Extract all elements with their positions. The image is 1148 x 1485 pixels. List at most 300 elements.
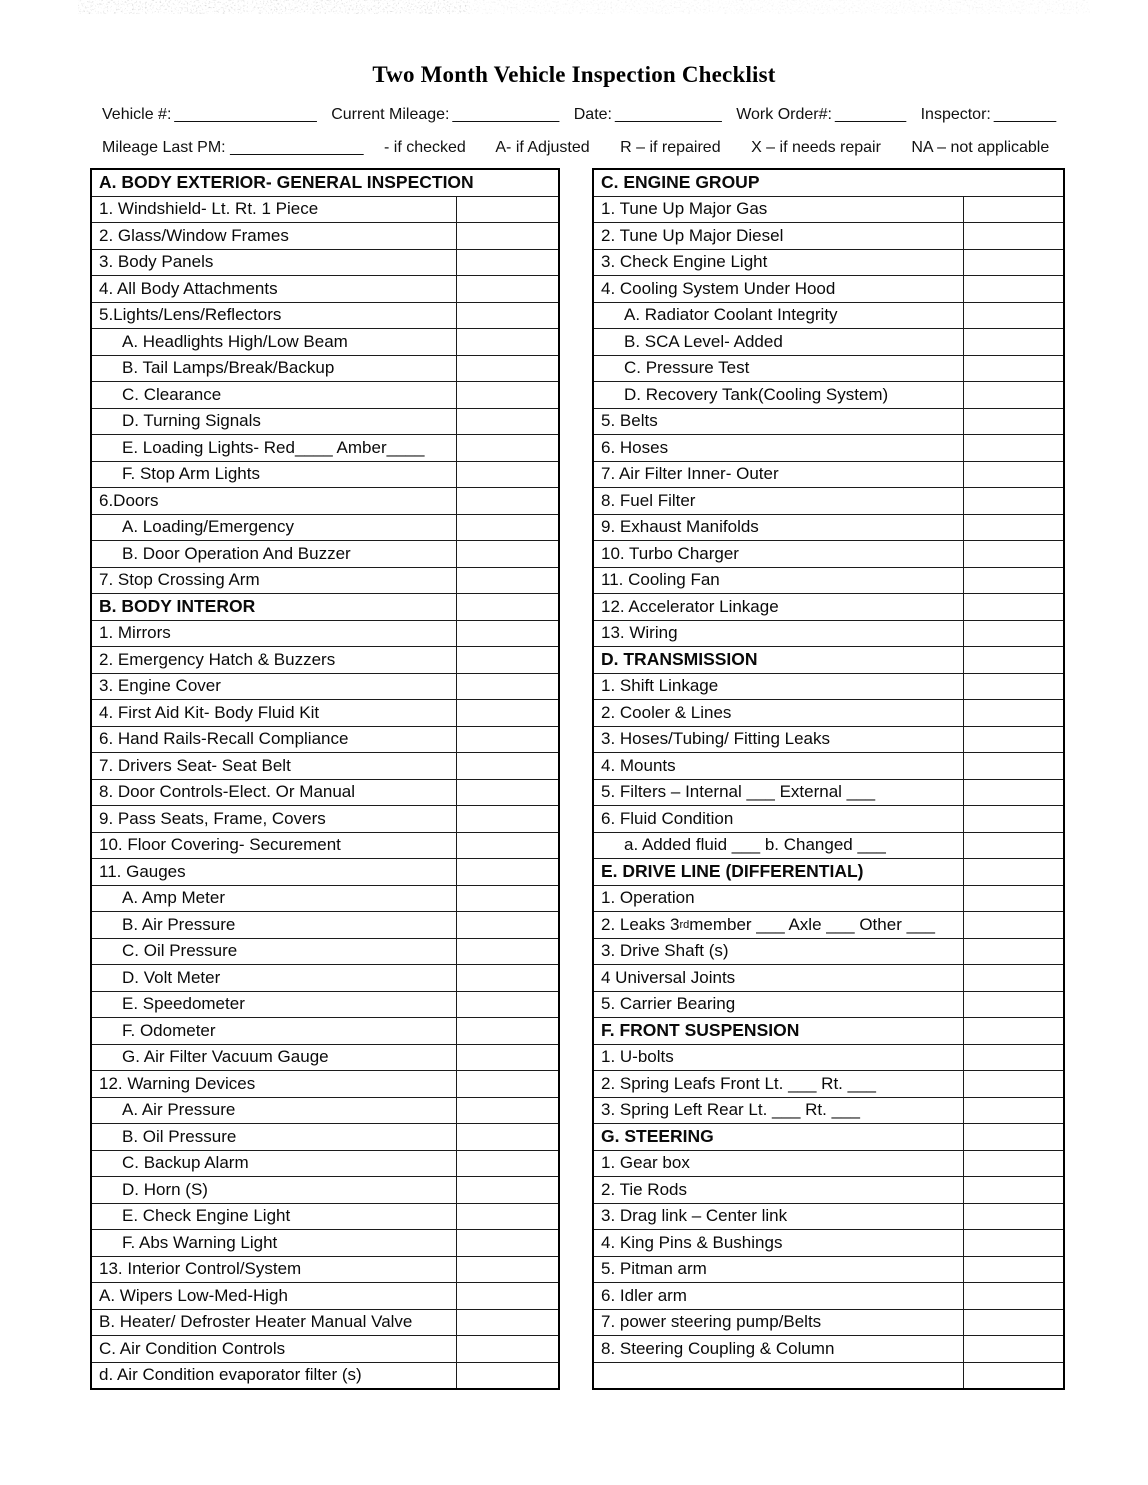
legend-adjusted: A- if Adjusted xyxy=(495,139,590,156)
legend-line xyxy=(102,139,1049,157)
checklist-row xyxy=(594,302,1063,329)
checklist-row xyxy=(92,381,558,408)
header-fields-line xyxy=(102,106,1066,124)
status-cell xyxy=(963,409,1063,435)
status-cell xyxy=(456,409,558,435)
checklist-row xyxy=(92,434,558,461)
row-label: 7. power steering pump/Belts xyxy=(601,1312,822,1332)
inspector-blank: _______ xyxy=(993,106,1057,123)
row-label: 3. Hoses/Tubing/ Fitting Leaks xyxy=(601,729,830,749)
status-cell xyxy=(456,223,558,249)
status-cell xyxy=(456,1283,558,1309)
legend-needs-repair: X – if needs repair xyxy=(751,139,881,156)
status-cell xyxy=(963,1257,1063,1283)
checklist-row xyxy=(594,434,1063,461)
row-label: E. Speedometer xyxy=(122,994,245,1014)
checklist-row xyxy=(92,222,558,249)
row-label: 2. Leaks 3 rd member ___ Axle ___ Other ___ xyxy=(601,914,935,934)
row-label: C. Clearance xyxy=(122,384,222,404)
mileage-last-pm-label: Mileage Last PM: xyxy=(102,139,226,156)
row-label: 5. Filters – Internal ___ External ___ xyxy=(601,782,876,802)
checklist-row xyxy=(92,540,558,567)
checklist-row xyxy=(92,567,558,594)
status-cell xyxy=(456,1045,558,1071)
status-cell xyxy=(456,1018,558,1044)
row-label: E. Check Engine Light xyxy=(122,1206,291,1226)
status-cell xyxy=(456,462,558,488)
status-cell xyxy=(963,515,1063,541)
section-header-label: A. BODY EXTERIOR- GENERAL INSPECTION xyxy=(99,172,474,193)
checklist-row xyxy=(92,275,558,302)
row-label: D. Volt Meter xyxy=(122,967,221,987)
checklist-row xyxy=(92,991,558,1018)
status-cell xyxy=(963,276,1063,302)
checklist-row xyxy=(594,832,1063,859)
status-cell xyxy=(456,647,558,673)
row-label: A. Wipers Low-Med-High xyxy=(99,1285,288,1305)
checklist-row xyxy=(594,1044,1063,1071)
legend-not-applicable: NA – not applicable xyxy=(911,139,1050,156)
row-label: 4 Universal Joints xyxy=(601,967,736,987)
row-label: 3. Drag link – Center link xyxy=(601,1206,788,1226)
section-header-label: F. FRONT SUSPENSION xyxy=(601,1020,800,1041)
date-blank: ____________ xyxy=(614,106,722,123)
row-label: F. Odometer xyxy=(122,1020,216,1040)
row-label: 1. U-bolts xyxy=(601,1047,674,1067)
row-label: 3. Check Engine Light xyxy=(601,252,768,272)
checklist-row xyxy=(594,673,1063,700)
row-label: 1. Windshield- Lt. Rt. 1 Piece xyxy=(99,199,319,219)
checklist-row xyxy=(594,328,1063,355)
row-label: B. Heater/ Defroster Heater Manual Valve xyxy=(99,1312,413,1332)
status-cell xyxy=(963,541,1063,567)
status-cell xyxy=(456,780,558,806)
row-label: 7. Air Filter Inner- Outer xyxy=(601,464,779,484)
checklist-row xyxy=(92,408,558,435)
row-label: B. Oil Pressure xyxy=(122,1126,237,1146)
checklist-row xyxy=(92,832,558,859)
status-cell xyxy=(963,1204,1063,1230)
status-cell xyxy=(456,912,558,938)
row-label: E. Loading Lights- Red____ Amber____ xyxy=(122,437,425,457)
checklist-row xyxy=(594,1309,1063,1336)
row-label: 1. Mirrors xyxy=(99,623,171,643)
row-label: C. Pressure Test xyxy=(624,358,750,378)
vehicle-number-label: Vehicle #: xyxy=(102,106,172,123)
status-cell xyxy=(963,382,1063,408)
status-cell xyxy=(456,1071,558,1097)
section-header-label: C. ENGINE GROUP xyxy=(601,172,760,193)
status-cell xyxy=(456,753,558,779)
row-label: 6. Hoses xyxy=(601,437,669,457)
row-label: 5. Carrier Bearing xyxy=(601,994,736,1014)
status-cell xyxy=(963,1045,1063,1071)
row-label xyxy=(594,1363,963,1389)
status-cell xyxy=(963,886,1063,912)
status-cell xyxy=(963,1283,1063,1309)
row-label: C. Backup Alarm xyxy=(122,1153,249,1173)
section-header-label: E. DRIVE LINE (DIFFERENTIAL) xyxy=(601,861,864,882)
row-label: 1. Gear box xyxy=(601,1153,690,1173)
checklist-row xyxy=(594,620,1063,647)
checklist-row xyxy=(594,170,1063,196)
row-label: A. Headlights High/Low Beam xyxy=(122,331,348,351)
status-cell xyxy=(456,1336,558,1362)
checklist-row xyxy=(594,1229,1063,1256)
checklist-row xyxy=(92,964,558,991)
checklist-row xyxy=(594,1362,1063,1389)
checklist-row xyxy=(92,779,558,806)
checklist-row xyxy=(594,567,1063,594)
status-cell xyxy=(456,833,558,859)
row-label: B. Tail Lamps/Break/Backup xyxy=(122,358,335,378)
row-label: 4. First Aid Kit- Body Fluid Kit xyxy=(99,702,320,722)
checklist-row xyxy=(92,1097,558,1124)
row-label: 5. Pitman arm xyxy=(601,1259,707,1279)
status-cell xyxy=(963,1124,1063,1150)
mileage-last-pm-field xyxy=(102,139,364,156)
status-cell xyxy=(963,647,1063,673)
work-order-blank: ________ xyxy=(834,106,907,123)
status-cell xyxy=(963,727,1063,753)
row-label: 2. Spring Leafs Front Lt. ___ Rt. ___ xyxy=(601,1073,876,1093)
scan-noise-artifact xyxy=(78,0,1090,14)
row-label: B. Air Pressure xyxy=(122,914,236,934)
row-label: 4. Mounts xyxy=(601,755,676,775)
checklist-row xyxy=(594,699,1063,726)
row-label: 12. Warning Devices xyxy=(99,1073,256,1093)
row-label: 10. Turbo Charger xyxy=(601,543,739,563)
row-label: 3. Engine Cover xyxy=(99,676,221,696)
current-mileage-field xyxy=(331,106,559,123)
row-label: 9. Pass Seats, Frame, Covers xyxy=(99,808,326,828)
checklist-row xyxy=(92,1150,558,1177)
row-label: 3. Body Panels xyxy=(99,252,214,272)
vehicle-number-blank: ________________ xyxy=(174,106,317,123)
current-mileage-label: Current Mileage: xyxy=(331,106,450,123)
row-label: B. Door Operation And Buzzer xyxy=(122,543,351,563)
checklist-row xyxy=(594,991,1063,1018)
checklist-row xyxy=(594,752,1063,779)
status-cell xyxy=(456,674,558,700)
row-label: 8. Steering Coupling & Column xyxy=(601,1338,835,1358)
row-label: 6.Doors xyxy=(99,490,159,510)
status-cell xyxy=(456,1098,558,1124)
row-label: 2. Tie Rods xyxy=(601,1179,687,1199)
status-cell xyxy=(456,594,558,620)
status-cell xyxy=(456,992,558,1018)
legend-repaired: R – if repaired xyxy=(620,139,721,156)
status-cell xyxy=(963,674,1063,700)
right-checklist-table xyxy=(592,168,1065,1390)
checklist-row xyxy=(92,938,558,965)
checklist-row xyxy=(594,858,1063,885)
checklist-row xyxy=(594,593,1063,620)
status-cell xyxy=(963,912,1063,938)
status-cell xyxy=(456,250,558,276)
status-cell xyxy=(963,356,1063,382)
row-label: 2. Cooler & Lines xyxy=(601,702,732,722)
checklist-row xyxy=(594,964,1063,991)
checklist-row xyxy=(92,1362,558,1389)
checklist-row xyxy=(594,381,1063,408)
status-cell xyxy=(963,1230,1063,1256)
row-label: A. Air Pressure xyxy=(122,1100,236,1120)
row-label: 8. Fuel Filter xyxy=(601,490,696,510)
row-label: D. Horn (S) xyxy=(122,1179,208,1199)
status-cell xyxy=(456,568,558,594)
row-label: d. Air Condition evaporator filter (s) xyxy=(99,1365,362,1385)
checklist-row xyxy=(92,1282,558,1309)
checklist-row xyxy=(92,487,558,514)
status-cell xyxy=(963,435,1063,461)
status-cell xyxy=(963,197,1063,223)
row-label: 13. Interior Control/System xyxy=(99,1259,302,1279)
checklist-row xyxy=(594,1123,1063,1150)
status-cell xyxy=(456,303,558,329)
checklist-row xyxy=(594,1176,1063,1203)
status-cell xyxy=(963,1310,1063,1336)
status-cell xyxy=(456,197,558,223)
row-label: A. Amp Meter xyxy=(122,888,225,908)
work-order-label: Work Order#: xyxy=(736,106,832,123)
checklist-row xyxy=(594,646,1063,673)
row-label: 2. Glass/Window Frames xyxy=(99,225,289,245)
checklist-row xyxy=(92,1203,558,1230)
status-cell xyxy=(963,1336,1063,1362)
checklist-row xyxy=(92,1256,558,1283)
checklist-row xyxy=(594,514,1063,541)
checklist-row xyxy=(594,779,1063,806)
status-cell xyxy=(963,223,1063,249)
checklist-row xyxy=(594,1203,1063,1230)
checklist-row xyxy=(92,328,558,355)
status-cell xyxy=(456,1310,558,1336)
status-cell xyxy=(963,992,1063,1018)
checklist-row xyxy=(92,1309,558,1336)
status-cell xyxy=(456,541,558,567)
checklist-row xyxy=(594,1070,1063,1097)
checklist-row xyxy=(92,1070,558,1097)
section-header-label: G. STEERING xyxy=(601,1126,714,1147)
row-label: 11. Gauges xyxy=(99,861,186,881)
row-label: B. SCA Level- Added xyxy=(624,331,783,351)
status-cell xyxy=(456,1124,558,1150)
checklist-row xyxy=(92,1229,558,1256)
checklist-row xyxy=(92,1017,558,1044)
checklist-row xyxy=(594,461,1063,488)
checklist-row xyxy=(594,540,1063,567)
checklist-row xyxy=(594,1017,1063,1044)
checklist-row xyxy=(92,170,558,196)
checklist-row xyxy=(92,1123,558,1150)
checklist-row xyxy=(594,249,1063,276)
checklist-row xyxy=(92,911,558,938)
checklist-row xyxy=(92,858,558,885)
status-cell xyxy=(456,382,558,408)
checklist-row xyxy=(92,726,558,753)
checklist-row xyxy=(92,805,558,832)
status-cell xyxy=(963,329,1063,355)
status-cell xyxy=(963,1177,1063,1203)
section-header-label: B. BODY INTEROR xyxy=(99,596,256,617)
status-cell xyxy=(963,250,1063,276)
status-cell xyxy=(456,488,558,514)
row-label: 5.Lights/Lens/Reflectors xyxy=(99,305,282,325)
status-cell xyxy=(456,621,558,647)
checklist-row xyxy=(92,302,558,329)
status-cell xyxy=(456,356,558,382)
row-label: C. Air Condition Controls xyxy=(99,1338,286,1358)
status-cell xyxy=(963,780,1063,806)
status-cell xyxy=(963,939,1063,965)
row-label: 3. Spring Left Rear Lt. ___ Rt. ___ xyxy=(601,1100,860,1120)
status-cell xyxy=(963,806,1063,832)
row-label: 7. Stop Crossing Arm xyxy=(99,570,260,590)
work-order-field xyxy=(736,106,906,123)
checklist-row xyxy=(594,938,1063,965)
status-cell xyxy=(456,1363,558,1389)
checklist-row xyxy=(92,249,558,276)
status-cell xyxy=(963,303,1063,329)
status-cell xyxy=(456,1230,558,1256)
status-cell xyxy=(456,700,558,726)
checklist-row xyxy=(92,196,558,223)
checklist-row xyxy=(594,1256,1063,1283)
current-mileage-blank: ____________ xyxy=(452,106,560,123)
status-cell xyxy=(963,753,1063,779)
row-label: 3. Drive Shaft (s) xyxy=(601,941,729,961)
status-cell xyxy=(456,939,558,965)
checklist-row xyxy=(594,1150,1063,1177)
status-cell xyxy=(963,568,1063,594)
status-cell xyxy=(963,1363,1063,1389)
checklist-row xyxy=(92,1335,558,1362)
row-label: G. Air Filter Vacuum Gauge xyxy=(122,1047,329,1067)
section-header-label: D. TRANSMISSION xyxy=(601,649,758,670)
checklist-row xyxy=(594,911,1063,938)
row-label: F. Abs Warning Light xyxy=(122,1232,278,1252)
status-cell xyxy=(456,727,558,753)
row-label: 1. Operation xyxy=(601,888,695,908)
row-label: 9. Exhaust Manifolds xyxy=(601,517,759,537)
status-cell xyxy=(456,1204,558,1230)
inspector-field xyxy=(921,106,1057,123)
row-label: 8. Door Controls-Elect. Or Manual xyxy=(99,782,356,802)
row-label: 7. Drivers Seat- Seat Belt xyxy=(99,755,291,775)
status-cell xyxy=(963,462,1063,488)
row-label: 1. Shift Linkage xyxy=(601,676,719,696)
checklist-row xyxy=(594,805,1063,832)
checklist-row xyxy=(594,1282,1063,1309)
status-cell xyxy=(963,965,1063,991)
date-label: Date: xyxy=(573,106,612,123)
checklist-row xyxy=(594,726,1063,753)
row-label: A. Radiator Coolant Integrity xyxy=(624,305,838,325)
status-cell xyxy=(963,1071,1063,1097)
row-label: 6. Fluid Condition xyxy=(601,808,734,828)
checklist-row xyxy=(92,593,558,620)
status-cell xyxy=(963,859,1063,885)
status-cell xyxy=(456,276,558,302)
left-checklist-table xyxy=(90,168,560,1390)
legend-checked: - if checked xyxy=(384,139,466,156)
status-cell xyxy=(456,886,558,912)
row-label: D. Turning Signals xyxy=(122,411,261,431)
checklist-row xyxy=(92,646,558,673)
status-cell xyxy=(963,488,1063,514)
checklist-row xyxy=(594,275,1063,302)
row-label: a. Added fluid ___ b. Changed ___ xyxy=(624,835,886,855)
mileage-last-pm-blank: _______________ xyxy=(230,139,364,156)
status-cell xyxy=(456,965,558,991)
checklist-row xyxy=(92,699,558,726)
row-label: 2. Emergency Hatch & Buzzers xyxy=(99,649,336,669)
row-label: 6. Hand Rails-Recall Compliance xyxy=(99,729,349,749)
row-label: 4. Cooling System Under Hood xyxy=(601,278,836,298)
date-field xyxy=(574,106,722,123)
status-cell xyxy=(456,859,558,885)
checklist-row xyxy=(92,673,558,700)
row-label: F. Stop Arm Lights xyxy=(122,464,260,484)
row-label: 4. King Pins & Bushings xyxy=(601,1232,783,1252)
row-label: D. Recovery Tank(Cooling System) xyxy=(624,384,889,404)
row-label: 12. Accelerator Linkage xyxy=(601,596,779,616)
vehicle-number-field xyxy=(102,106,317,123)
row-label: 1. Tune Up Major Gas xyxy=(601,199,768,219)
checklist-row xyxy=(92,620,558,647)
status-cell xyxy=(456,435,558,461)
checklist-row xyxy=(92,514,558,541)
row-label: 5. Belts xyxy=(601,411,658,431)
status-cell xyxy=(963,700,1063,726)
status-cell xyxy=(963,833,1063,859)
checklist-row xyxy=(92,1044,558,1071)
status-cell xyxy=(456,329,558,355)
checklist-row xyxy=(594,1097,1063,1124)
status-cell xyxy=(456,1257,558,1283)
status-cell xyxy=(456,806,558,832)
checklist-row xyxy=(594,355,1063,382)
status-cell xyxy=(963,621,1063,647)
row-label: 6. Idler arm xyxy=(601,1285,687,1305)
status-cell xyxy=(963,594,1063,620)
checklist-row xyxy=(594,487,1063,514)
checklist-row xyxy=(594,408,1063,435)
checklist-row xyxy=(92,885,558,912)
row-label: 10. Floor Covering- Securement xyxy=(99,835,341,855)
status-cell xyxy=(963,1098,1063,1124)
checklist-row xyxy=(594,196,1063,223)
checklist-row xyxy=(594,1335,1063,1362)
status-cell xyxy=(456,1151,558,1177)
checklist-row xyxy=(92,1176,558,1203)
row-label: 2. Tune Up Major Diesel xyxy=(601,225,784,245)
status-cell xyxy=(963,1018,1063,1044)
checklist-row xyxy=(92,461,558,488)
checklist-row xyxy=(92,752,558,779)
row-label: A. Loading/Emergency xyxy=(122,517,294,537)
status-cell xyxy=(456,1177,558,1203)
checklist-row xyxy=(594,222,1063,249)
row-label: C. Oil Pressure xyxy=(122,941,238,961)
row-label: 4. All Body Attachments xyxy=(99,278,278,298)
status-cell xyxy=(456,515,558,541)
row-label: 11. Cooling Fan xyxy=(601,570,720,590)
inspector-label: Inspector: xyxy=(920,106,991,123)
status-cell xyxy=(963,1151,1063,1177)
checklist-row xyxy=(594,885,1063,912)
